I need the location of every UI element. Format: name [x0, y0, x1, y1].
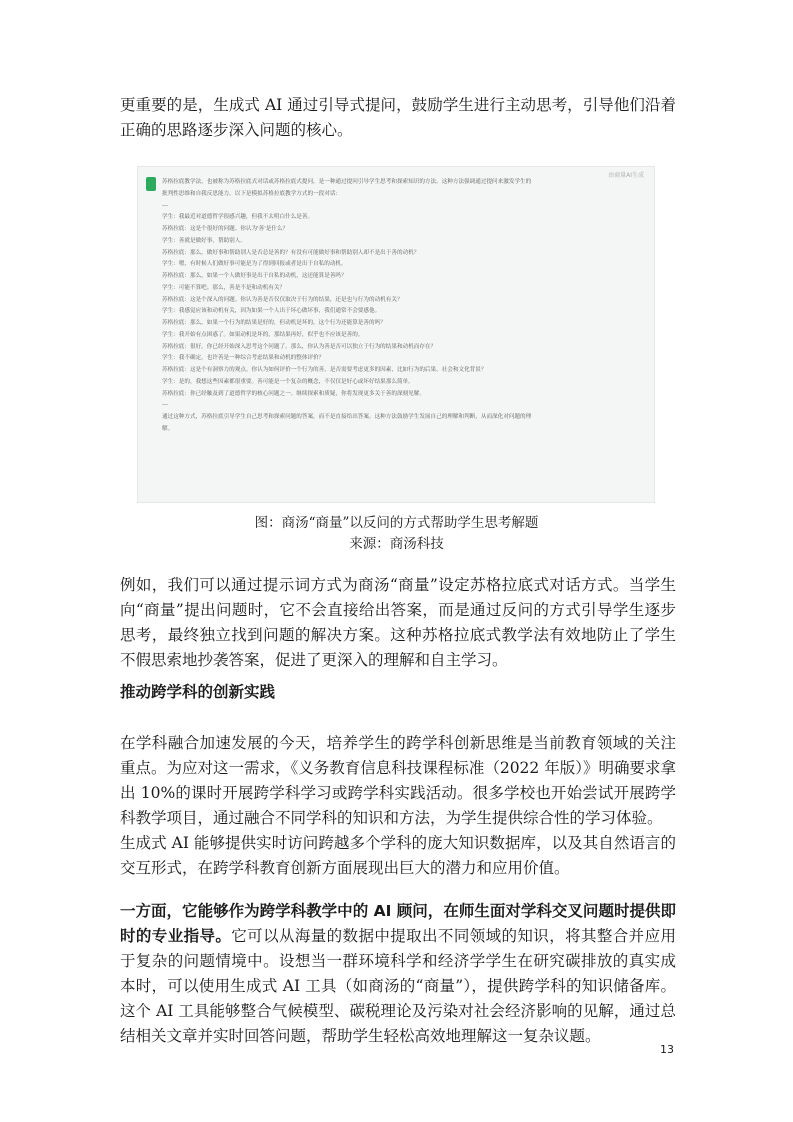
chat-line: 学生：我最近对道德哲学很感兴趣，但我不太明白什么是善。	[162, 214, 314, 221]
paragraph-interdisciplinary: 在学科融合加速发展的今天，培养学生的跨学科创新思维是当前教育领域的关注重点。为应对这一需求，《义务教育信息科技课程标准（2022 年版）》明确要求拿出 10%的课时开展跨学科学习或跨学科实践活动。很多学校也开始尝试开展跨学科教学项目，通过融合不同学科的知识和方法，为学生提供综合性的学习体验。	[120, 734, 676, 827]
chat-line: 苏格拉底：那么，如果一个人做好事是出于自私的动机，这还能算是善吗？	[162, 273, 347, 279]
section-heading: 推动跨学科的创新实践	[120, 683, 276, 701]
chat-line: 学生：善就是做好事，帮助别人。	[162, 237, 246, 244]
chat-line: 苏格拉底：这是个有洞察力的观点。你认为如何评价一个行为的善，是否需要考虑更多的因素，比如行为的后果、社会和文化背景？	[162, 367, 487, 373]
chat-line: 学生：我开始有点困惑了。如果动机是坏的，那结果再好，似乎也不应该是善的。	[162, 331, 364, 338]
watermark-label: 由商量AI生成	[608, 172, 644, 179]
paragraph-ai-advisor	[120, 899, 676, 1049]
chat-line: 苏格拉底教学法，也被称为苏格拉底式对话或苏格拉底式提问，是一种通过提问引导学生思考和探索知识的方法。这种方法强调通过提问来激发学生的	[162, 179, 532, 185]
chat-line: 学生：我不确定，也许善是一种综合考虑结果和动机的整体评价？	[162, 355, 325, 362]
chat-line: 苏格拉底：这是个很好的问题。你认为'善'是什么？	[162, 226, 289, 232]
ai-avatar-icon	[146, 177, 156, 191]
intro-paragraph: 更重要的是，生成式 AI 通过引导式提问，鼓励学生进行主动思考，引导他们沿着正确的思路逐步深入问题的核心。	[120, 96, 676, 139]
chat-line: 苏格拉底：你已经触及到了道德哲学的核心问题之一。继续探索和质疑，你将发现更多关于善的深刻见解。	[162, 390, 425, 397]
chat-line: 通过这种方式，苏格拉底引导学生自己思考和探索问题的答案，而不是直接给出答案。这种方法鼓励学生发展自己的理解和判断，从而深化对问题的理	[162, 414, 532, 420]
chat-line: 学生：是的，我想这些因素都很重要。善可能是一个复杂的概念，不仅仅是好心或坏好结果那么简单。	[162, 378, 414, 385]
chat-line: ---	[162, 402, 169, 409]
chat-line: 苏格拉底：那么，如果一个行为的结果是好的，但动机是坏的，这个行为还能算是善的吗？	[162, 320, 386, 326]
paragraph-genai-value: 生成式 AI 能够提供实时访问跨越多个学科的庞大知识数据库，以及其自然语言的交互形式，在跨学科教育创新方面展现出巨大的潜力和应用价值。	[120, 834, 676, 877]
paragraph-example: 例如，我们可以通过提示词方式为商汤“商量”设定苏格拉底式对话方式。当学生向“商量”提出问题时，它不会直接给出答案，而是通过反问的方式引导学生逐步思考，最终独立找到问题的解决方案。这种苏格拉底式教学法有效地防止了学生不假思索地抄袭答案，促进了更深入的理解和自主学习。	[120, 576, 676, 669]
chat-line: 学生：嗯，有时候人们做好事可能是为了得到回报或者是出于自私的动机。	[162, 261, 347, 268]
chat-screenshot	[137, 166, 655, 503]
chat-response-text	[162, 177, 648, 436]
paragraph-body: 它可以从海量的数据中提取出不同领域的知识，将其整合并应用于复杂的问题情境中。设想当一群环境科学和经济学学生在研究碳排放的真实成本时，可以使用生成式 AI 工具（如商汤的“商量”），提供跨学科的知识储备库。这个 AI 工具能够整合气候模型、碳税理论及污染对社会经济影响的见解，通过总结相关文章并实时回答问题，帮助学生轻松高效地理解这一复杂议题。	[120, 927, 676, 1045]
chat-line: 苏格拉底：很好，你已经开始深入思考这个问题了。那么，你认为善是否可以独立于行为的结果和动机而存在？	[162, 343, 437, 350]
chat-line: 解。	[162, 425, 174, 432]
chat-line: 批判性思维和自我反思能力。以下是模拟苏格拉底教学方式的一段对话：	[162, 190, 342, 197]
chat-line: 学生：我感觉应该和动机有关，因为如果一个人出于坏心做坏事，我们通常不会要感他。	[162, 308, 381, 315]
chat-line: 学生：可能不算吧。那么，善是不是和动机有关？	[162, 284, 286, 291]
page-number: 13	[660, 1043, 674, 1056]
paragraph-lead-bold: 一方面，它能够作为跨学科教学中的 AI 顾问，在师生面对学科交叉问题时提供即时的专业指导。	[120, 902, 676, 945]
figure-source: 来源：商汤科技	[349, 536, 444, 552]
chat-line: 苏格拉底：那么，做好事和帮助别人是否总是善的？有没有可能做好事和帮助别人却不是出于善的动机？	[162, 249, 420, 256]
figure-caption: 图：商汤“商量”以反问的方式帮助学生思考解题	[254, 515, 539, 531]
chat-line: ---	[162, 202, 169, 209]
chat-line: 苏格拉底：这是个深入的问题。你认为善是否仅仅取决于行为的结果，还是也与行为的动机有关？	[162, 296, 403, 303]
